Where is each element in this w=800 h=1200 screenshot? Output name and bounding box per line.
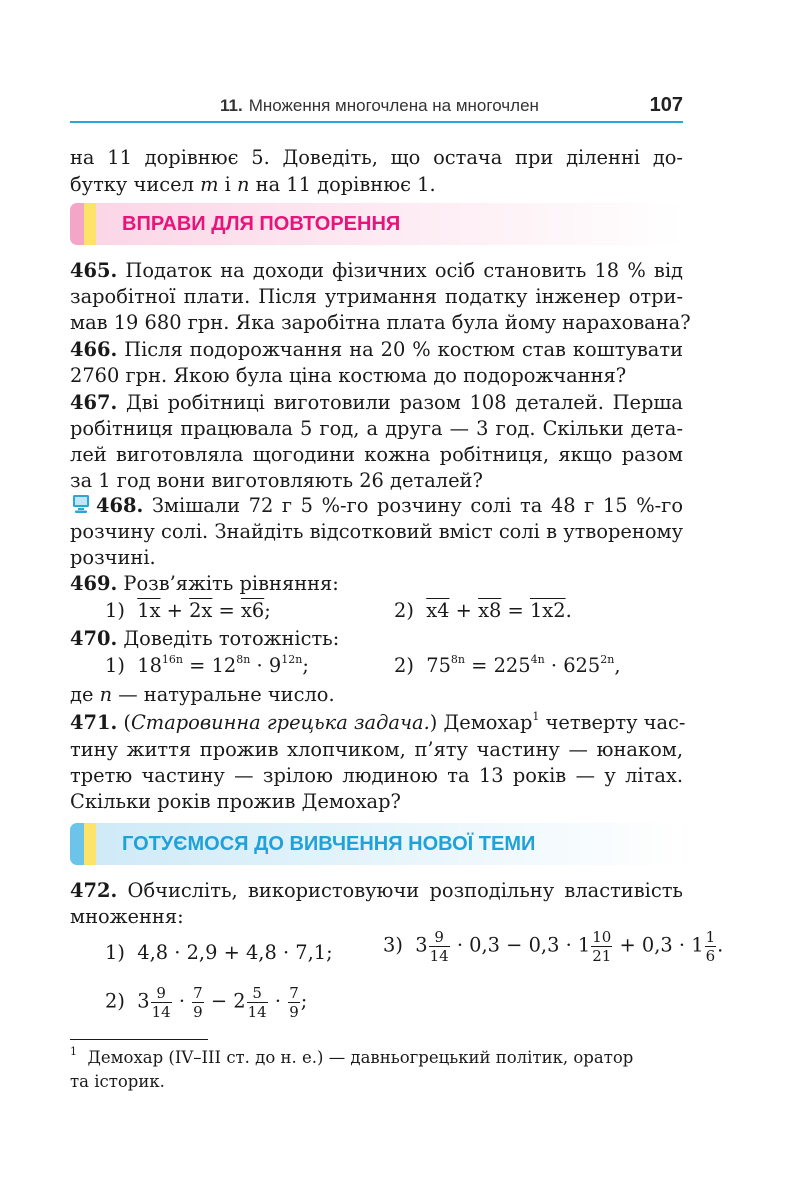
expression-472-2: 2) 3 $\frac{9}{14}$ · $\frac{7}{9}$ − 2 $\frac{5}{14}$ · $\frac{7}{9}$ ; bbox=[105, 984, 308, 1021]
section-title-prepare: ГОТУЄМОСЯ ДО ВИВЧЕННЯ НОВОЇ ТЕМИ bbox=[122, 833, 536, 855]
problem-468-line-1: 468. Змішали 72 г 5 %-го розчину солі та 48 г 15 %-го bbox=[96, 494, 684, 517]
equation-469-2: 2) x4 + x8 = 1x2. bbox=[394, 599, 572, 622]
header-rule bbox=[70, 121, 683, 123]
problem-470-heading: 470. Доведіть тотожність: bbox=[70, 627, 340, 650]
footnote-rule bbox=[70, 1039, 208, 1040]
footnote-line-1: $^1$ Демохар (IV–III ст. до н. е.) — давньогрецький політик, оратор bbox=[70, 1044, 634, 1067]
problem-472-line-2: множення: bbox=[70, 905, 184, 928]
computer-icon bbox=[73, 495, 89, 513]
footnote-ref: 1 bbox=[532, 709, 540, 723]
section-banner-prepare bbox=[70, 823, 683, 865]
expression-472-3: 3) 3 $\frac{9}{14}$ · 0,3 − 0,3 · 1 $\frac{10}{21}$ + 0,3 · 1 $\frac{1}{6}$ . bbox=[383, 928, 724, 965]
equation-469-1: 1) 1x + 2x = x6; bbox=[105, 599, 271, 622]
problem-467-line-1: 467. Дві робітниці виготовили разом 108 деталей. Перша bbox=[70, 391, 683, 414]
expression-472-1: 1) 4,8 · 2,9 + 4,8 · 7,1; bbox=[105, 941, 333, 964]
problem-471-line-4: Скільки років прожив Демохар? bbox=[70, 790, 401, 813]
page-header bbox=[70, 92, 683, 122]
identity-470-1: 1) $18^{16n} = 12^{8n} \cdot 9^{12n}$; bbox=[105, 652, 309, 677]
section-number: 11. bbox=[220, 96, 243, 115]
footnote-line-2: та історик. bbox=[70, 1072, 165, 1091]
problem-471-line-2: тину життя прожив хлопчиком, п’яту частину — юнаком, bbox=[70, 738, 683, 761]
problem-468-line-3: розчині. bbox=[70, 546, 156, 569]
problem-469-heading: 469. Розв’яжіть рівняння: bbox=[70, 572, 339, 595]
problem-470-tail: де n — натуральне число. bbox=[70, 683, 335, 706]
section-title: Множення многочлена на многочлен bbox=[248, 96, 539, 115]
intro-line-2: бутку чисел m і n на 11 дорівнює 1. bbox=[70, 173, 436, 196]
problem-466-line-2: 2760 грн. Якою була ціна костюма до подорожчання? bbox=[70, 364, 627, 387]
intro-line-1: на 11 дорівнює 5. Доведіть, що остача при діленні до- bbox=[70, 146, 683, 169]
problem-465-line-1: 465. Податок на доходи фізичних осіб становить 18 % від bbox=[70, 259, 683, 282]
problem-467-line-4: за 1 год вони виготовляють 26 деталей? bbox=[70, 469, 483, 492]
section-title-repeat: ВПРАВИ ДЛЯ ПОВТОРЕННЯ bbox=[122, 213, 401, 235]
problem-472-line-1: 472. Обчисліть, використовуючи розподільну властивість bbox=[70, 879, 683, 902]
problem-466-line-1: 466. Після подорожчання на 20 % костюм став коштувати bbox=[70, 338, 683, 361]
problem-467-line-3: лей виготовляла щогодини кожна робітниця, якщо разом bbox=[70, 443, 683, 466]
page-number: 107 bbox=[649, 94, 683, 116]
section-banner-repeat bbox=[70, 203, 683, 245]
problem-468-line-2: розчину солі. Знайдіть відсотковий вміст солі в утвореному bbox=[70, 520, 683, 543]
problem-471-line-1: 471. (Старовинна грецька задача.) Демохар$^1$ четверту час- bbox=[70, 709, 686, 734]
problem-471-line-3: третю частину — зрілою людиною та 13 років — у літах. bbox=[70, 764, 683, 787]
running-title bbox=[220, 96, 539, 116]
problem-467-line-2: робітниця працювала 5 год, а друга — 3 год. Скільки дета- bbox=[70, 417, 683, 440]
problem-465-line-2: заробітної плати. Після утримання податку інженер отри- bbox=[70, 285, 683, 308]
problem-465-line-3: мав 19 680 грн. Яка заробітна плата була йому нарахована? bbox=[70, 311, 691, 334]
identity-470-2: 2) $75^{8n} = 225^{4n} \cdot 625^{2n}$, bbox=[394, 652, 621, 677]
